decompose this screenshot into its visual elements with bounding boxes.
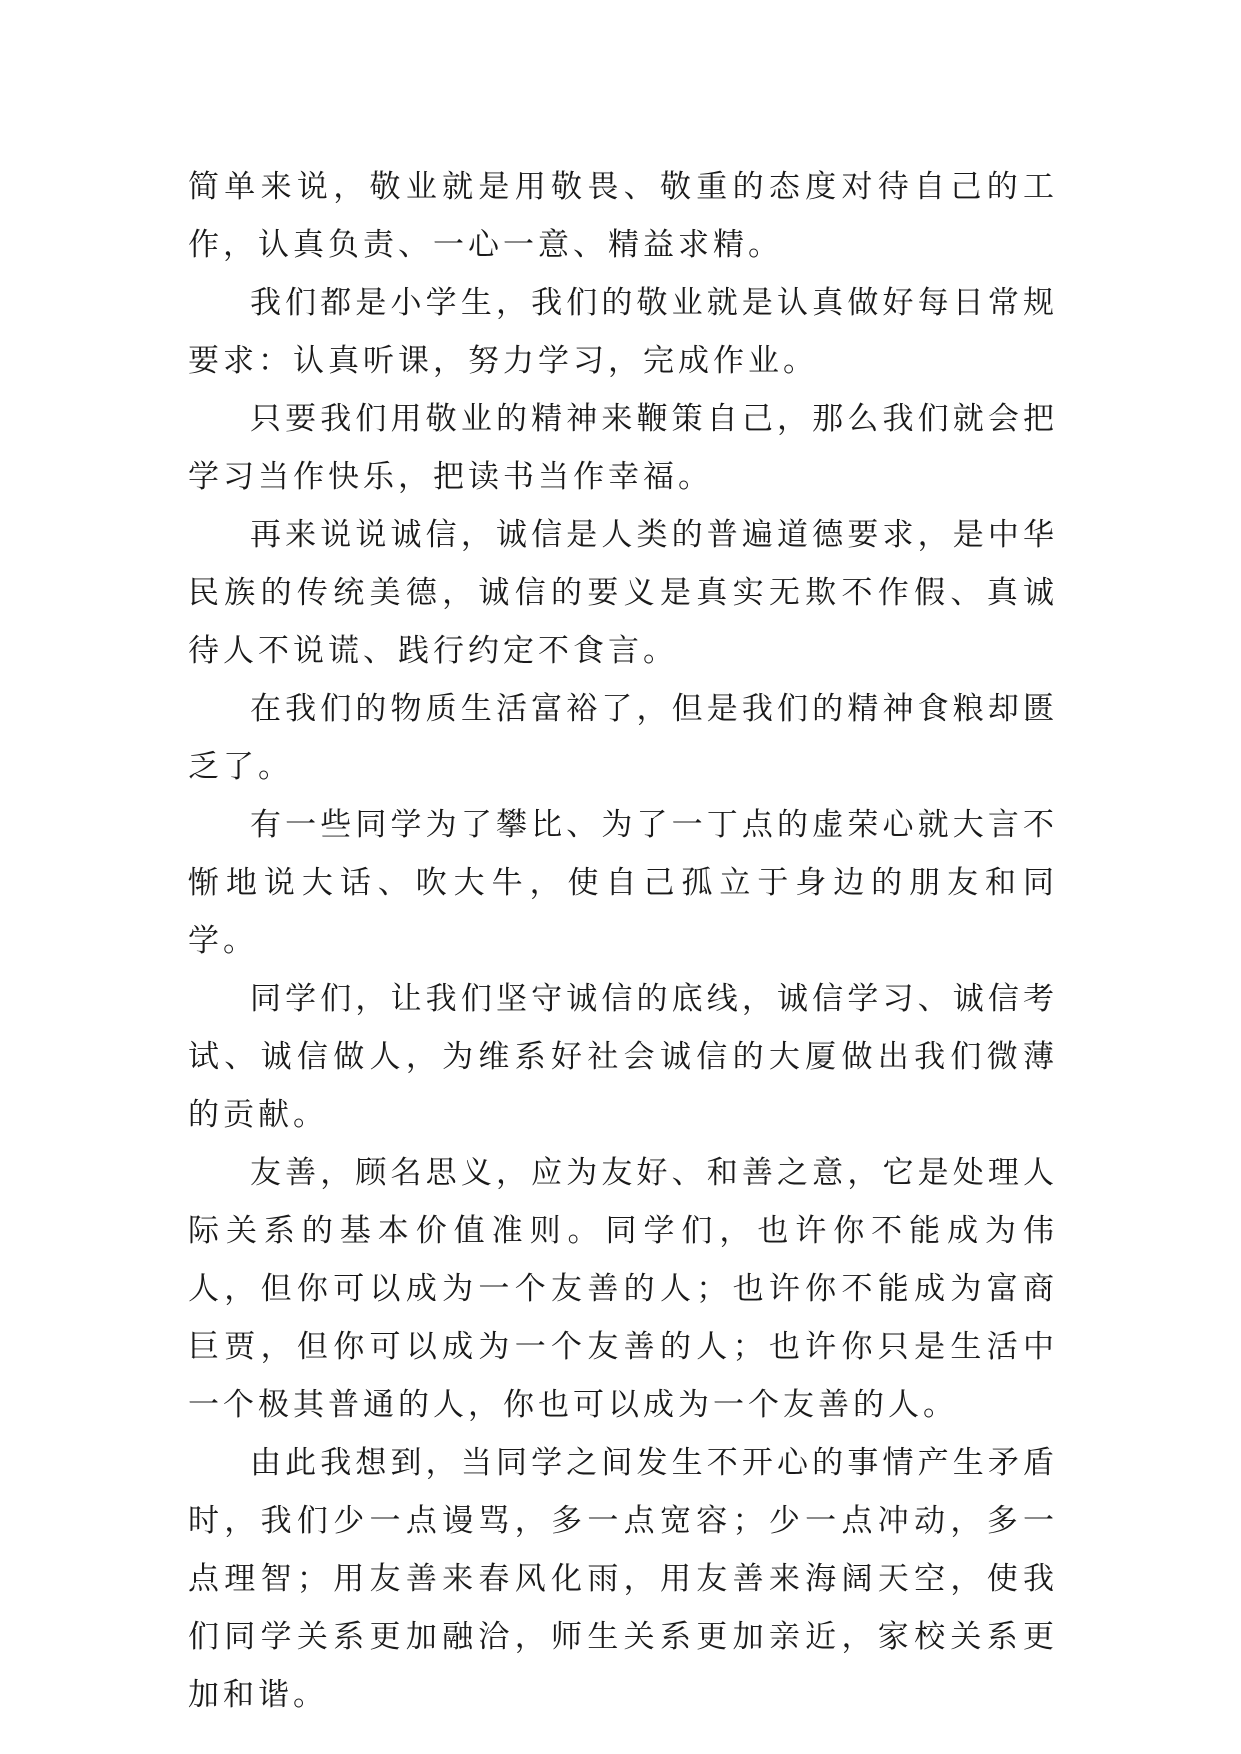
paragraph: 我们都是小学生，我们的敬业就是认真做好每日常规要求：认真听课，努力学习，完成作业。 <box>188 285 1058 379</box>
paragraph: 在我们的物质生活富裕了，但是我们的精神食粮却匮乏了。 <box>188 691 1058 785</box>
paragraph: 友善，顾名思义，应为友好、和善之意，它是处理人际关系的基本价值准则。同学们，也许你不能成为伟人，但你可以成为一个友善的人；也许你不能成为富商巨贾，但你可以成为一个友善的人；也许你只是生活中一个极其普通的人，你也可以成为一个友善的人。 <box>188 1155 1058 1423</box>
document-body <box>188 158 1058 1724</box>
paragraph: 只要我们用敬业的精神来鞭策自己，那么我们就会把学习当作快乐，把读书当作幸福。 <box>188 401 1058 495</box>
paragraph: 有一些同学为了攀比、为了一丁点的虚荣心就大言不惭地说大话、吹大牛，使自己孤立于身边的朋友和同学。 <box>188 807 1058 959</box>
paragraph: 同学们，让我们坚守诚信的底线，诚信学习、诚信考试、诚信做人，为维系好社会诚信的大厦做出我们微薄的贡献。 <box>188 981 1058 1133</box>
paragraph: 再来说说诚信，诚信是人类的普遍道德要求，是中华民族的传统美德，诚信的要义是真实无欺不作假、真诚待人不说谎、践行约定不食言。 <box>188 517 1058 669</box>
paragraph: 简单来说，敬业就是用敬畏、敬重的态度对待自己的工作，认真负责、一心一意、精益求精。 <box>188 169 1058 263</box>
paragraph: 由此我想到，当同学之间发生不开心的事情产生矛盾时，我们少一点谩骂，多一点宽容；少一点冲动，多一点理智；用友善来春风化雨，用友善来海阔天空，使我们同学关系更加融洽，师生关系更加亲近，家校关系更加和谐。 <box>188 1445 1058 1713</box>
